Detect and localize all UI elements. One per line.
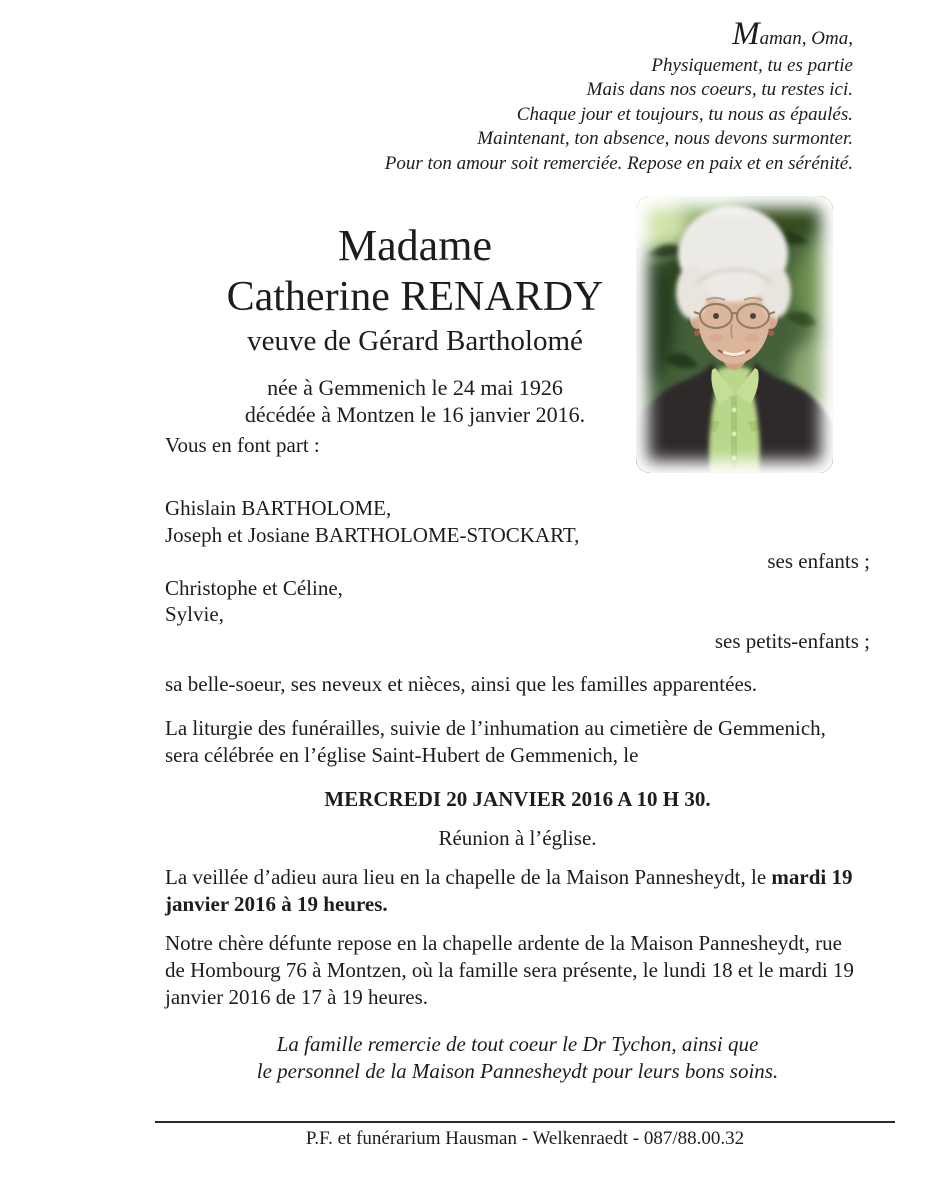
glasses — [694, 304, 775, 328]
eyes — [706, 298, 762, 319]
liturgy-paragraph — [165, 715, 870, 769]
family-list — [165, 495, 870, 654]
family-member: Christophe et Céline, — [165, 575, 343, 600]
deceased-death-line: décédée à Montzen le 16 janvier 2016. — [244, 402, 586, 427]
deceased-relation: veuve de Gérard Bartholomé — [247, 325, 583, 357]
meeting-line: Réunion à l’église. — [438, 826, 597, 850]
thanks-note — [165, 1031, 870, 1085]
epigraph-initial: M — [732, 16, 760, 52]
deceased-header — [165, 222, 665, 428]
vigil-normal-text: La veillée d’adieu aura lieu en la chapelle de la Maison Pannesheydt, le — [165, 865, 772, 889]
funeral-home-footer: P.F. et funérarium Hausman - Welkenraedt - 087/88.00.32 — [305, 1128, 745, 1149]
vigil-line — [165, 864, 870, 891]
vigil-bold-text: mardi 19 — [771, 865, 853, 889]
liturgy-line: La liturgie des funérailles, suivie de l’inhumation au cimetière de Gemmenich, — [165, 716, 826, 740]
announcement-intro: Vous en font part : — [165, 433, 320, 457]
family-member: Sylvie, — [165, 602, 224, 626]
epigraph-line: Mais dans nos coeurs, tu restes ici. — [586, 79, 853, 100]
thanks-line: La famille remercie de tout coeur le Dr Tychon, ainsi que — [276, 1032, 759, 1056]
epigraph-first-line-rest: aman, Oma, — [759, 28, 853, 49]
deceased-name: Catherine RENARDY — [226, 274, 604, 320]
grandchildren-label: ses petits-enfants ; — [714, 628, 870, 653]
repose-line: de Hombourg 76 à Montzen, où la famille sera présente, le lundi 18 et le mardi 19 — [165, 958, 854, 982]
vigil-line: janvier 2016 à 19 heures. — [165, 892, 388, 916]
funeral-date-line: MERCREDI 20 JANVIER 2016 A 10 H 30. — [324, 787, 711, 811]
hair — [676, 206, 791, 319]
footer-divider — [155, 1121, 895, 1123]
family-member: Joseph et Josiane BARTHOLOME-STOCKART, — [165, 522, 580, 547]
vigil-paragraph — [165, 864, 870, 918]
liturgy-line: sera célébrée en l’église Saint-Hubert de Gemmenich, le — [165, 743, 639, 767]
family-member: Ghislain BARTHOLOME, — [165, 496, 392, 520]
repose-paragraph — [165, 930, 870, 1011]
deceased-title: Madame — [338, 221, 492, 270]
deceased-birth-line: née à Gemmenich le 24 mai 1926 — [267, 375, 563, 400]
repose-line: Notre chère défunte repose en la chapelle ardente de la Maison Pannesheydt, rue — [165, 931, 842, 955]
epigraph-line: Chaque jour et toujours, tu nous as épaulés. — [516, 103, 853, 125]
announcement-body — [165, 432, 870, 1085]
epigraph-poem — [384, 16, 853, 176]
epigraph-line: Maintenant, ton absence, nous devons surmonter. — [477, 128, 853, 149]
epigraph-line: Pour ton amour soit remerciée. Repose en paix et en sérénité. — [384, 152, 853, 174]
collar — [711, 368, 758, 405]
children-label: ses enfants ; — [767, 549, 870, 573]
thanks-line: le personnel de la Maison Pannesheydt pour leurs bons soins. — [256, 1059, 779, 1083]
face — [690, 272, 778, 370]
relatives-line: sa belle-soeur, ses neveux et nièces, ainsi que les familles apparentées. — [165, 672, 758, 696]
repose-line: janvier 2016 de 17 à 19 heures. — [165, 985, 429, 1009]
foliage-leaves — [646, 231, 818, 368]
epigraph-line — [385, 16, 853, 52]
epigraph-line: Physiquement, tu es partie — [651, 54, 853, 76]
